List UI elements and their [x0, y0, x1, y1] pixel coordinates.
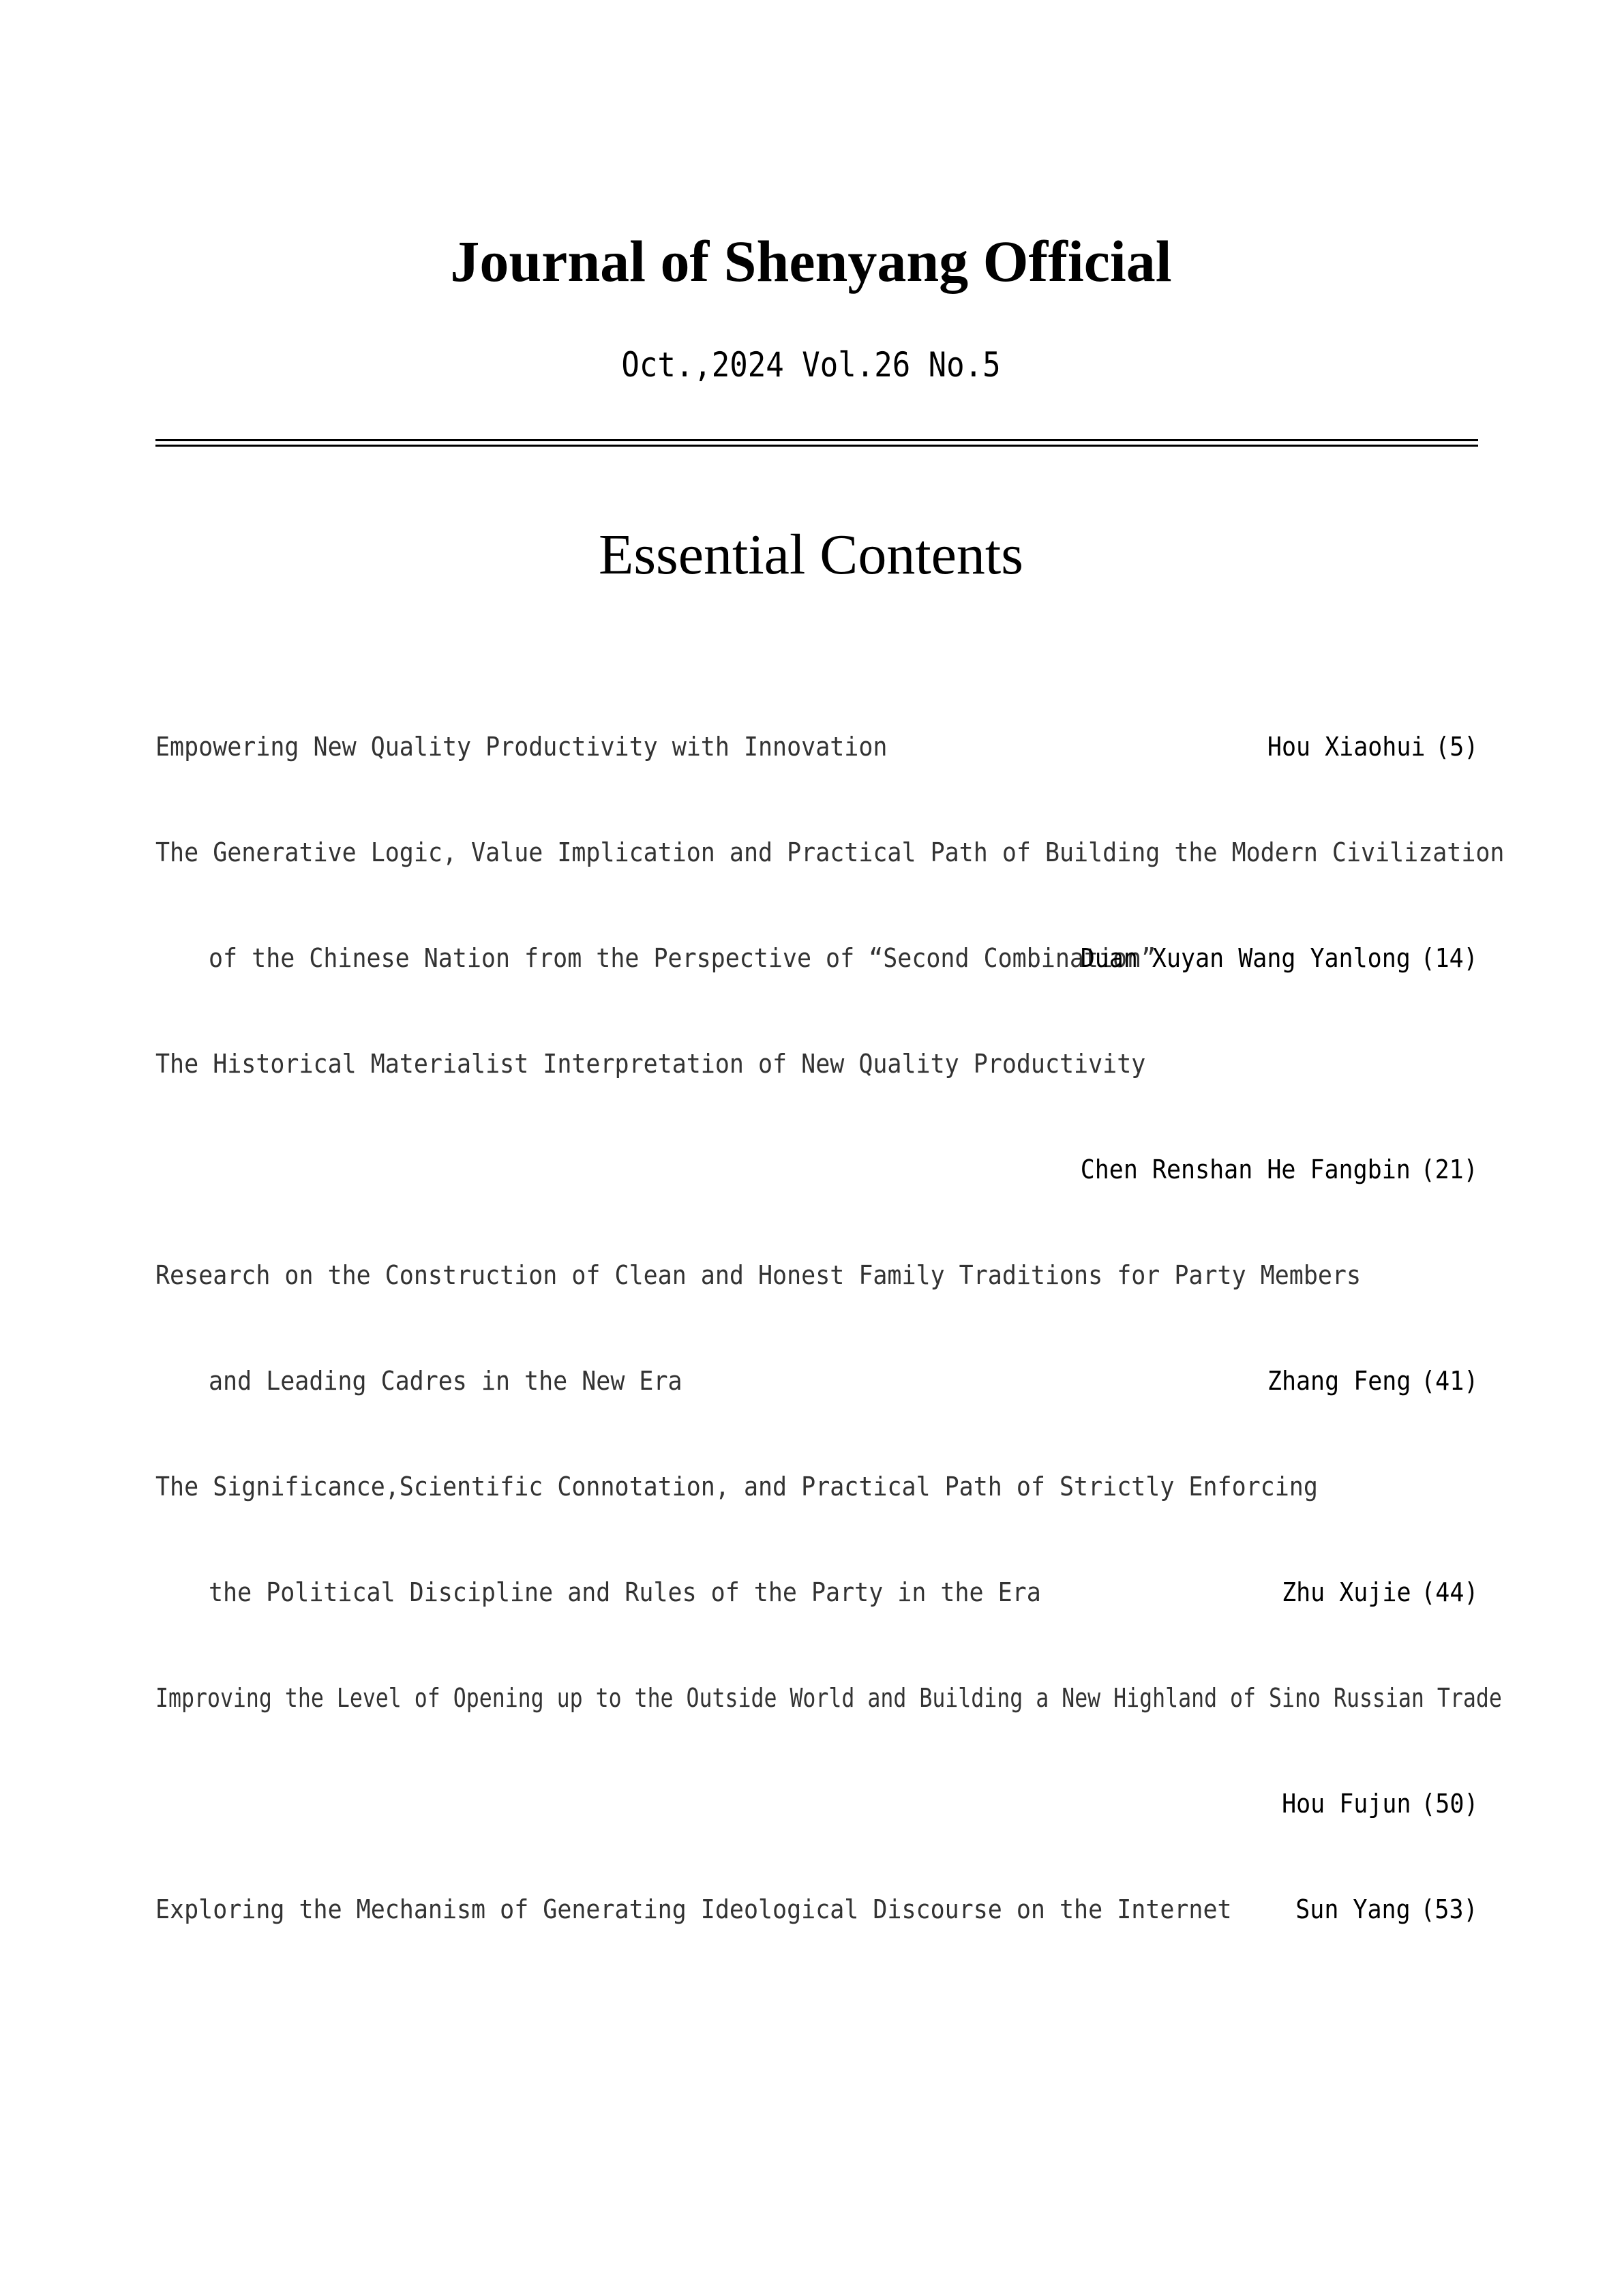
toc-entry-5 — [155, 1470, 1478, 1504]
toc-entry-title: The Historical Materialist Interpretation of New Quality Productivity — [155, 1049, 1146, 1079]
toc-entry-title-continued: and Leading Cadres in the New Era — [209, 1366, 682, 1396]
toc-entry-4 — [155, 1258, 1478, 1292]
toc-entry-page: (14) — [1420, 943, 1478, 973]
toc-entry-author: Zhang Feng — [1267, 1366, 1411, 1396]
contents-heading: Essential Contents — [599, 523, 1023, 586]
toc-entry-title: Empowering New Quality Productivity with Innovation — [155, 732, 888, 762]
toc-entry-title: The Significance,Scientific Connotation, and Practical Path of Strictly Enforcing — [155, 1472, 1318, 1502]
toc-entry-page: (50) — [1420, 1789, 1478, 1819]
toc-entry-3-byline-line — [155, 1152, 1478, 1187]
toc-entry-5-continued — [209, 1575, 1478, 1609]
toc-entry-7 — [155, 1892, 1478, 1926]
toc-entry-byline — [1081, 1152, 1478, 1187]
toc-entry-1 — [155, 730, 1478, 764]
toc-entry-author: Hou Xiaohui — [1267, 732, 1426, 762]
toc-entry-byline — [1282, 1787, 1478, 1821]
toc-entry-page: (5) — [1435, 732, 1478, 762]
toc-entry-title-continued: of the Chinese Nation from the Perspective of “Second Combination” — [209, 943, 1156, 973]
toc-entry-byline — [1081, 941, 1478, 975]
toc-entry-2 — [155, 835, 1505, 869]
toc-entry-page: (44) — [1420, 1577, 1478, 1607]
toc-entry-title-continued: the Political Discipline and Rules of the Party in the Era — [209, 1577, 1041, 1607]
toc-entry-title: The Generative Logic, Value Implication and Practical Path of Building the Modern Civilization — [155, 837, 1505, 867]
toc-entry-2-continued — [209, 941, 1478, 975]
toc-entry-title: Improving the Level of Opening up to the Outside World and Building a New Highland of Sino Russian Trade — [155, 1683, 1502, 1713]
header-divider-top — [155, 439, 1478, 441]
toc-entry-6-byline-line — [155, 1787, 1478, 1821]
toc-entry-6 — [155, 1681, 1502, 1715]
header-divider-bottom — [155, 445, 1478, 447]
toc-entry-title: Research on the Construction of Clean and Honest Family Traditions for Party Members — [155, 1260, 1362, 1290]
toc-entry-author: Chen Renshan He Fangbin — [1080, 1154, 1411, 1184]
toc-entry-byline — [1267, 1364, 1478, 1398]
toc-entry-4-continued — [209, 1364, 1478, 1398]
toc-entry-page: (41) — [1420, 1366, 1478, 1396]
journal-title: Journal of Shenyang Official — [450, 228, 1172, 294]
issue-info: Oct.,2024 Vol.26 No.5 — [621, 345, 1001, 385]
toc-entry-title: Exploring the Mechanism of Generating Ideological Discourse on the Internet — [155, 1894, 1232, 1924]
toc-entry-author: Sun Yang — [1295, 1894, 1411, 1924]
toc-entry-byline — [1282, 1575, 1478, 1609]
toc-entry-3 — [155, 1047, 1478, 1081]
toc-entry-author: Duan Xuyan Wang Yanlong — [1080, 943, 1411, 973]
toc-entry-page: (21) — [1420, 1154, 1478, 1184]
toc-entry-byline — [1296, 1892, 1478, 1926]
toc-entry-author: Hou Fujun — [1281, 1789, 1411, 1819]
toc-entry-page: (53) — [1420, 1894, 1478, 1924]
toc-entry-author: Zhu Xujie — [1281, 1577, 1411, 1607]
toc-entry-byline — [1267, 730, 1478, 764]
